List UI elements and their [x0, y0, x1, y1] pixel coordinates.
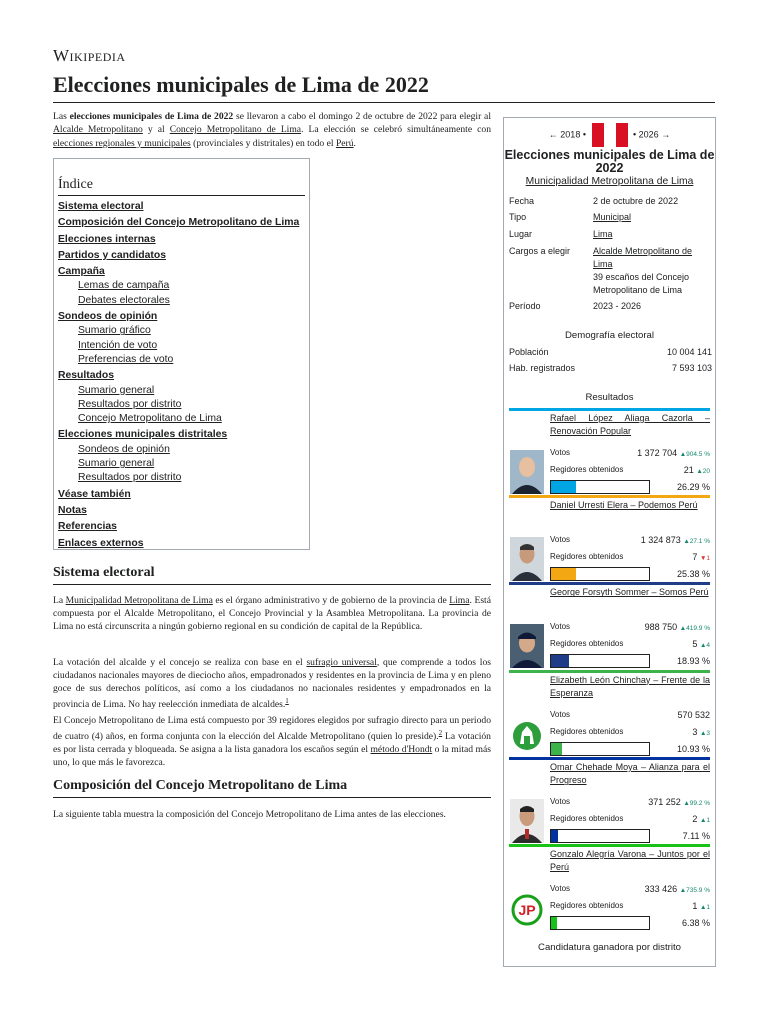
toc-title: Índice: [58, 177, 305, 196]
toc-item[interactable]: Véase también: [58, 488, 131, 500]
link-concejo-metropolitano[interactable]: Concejo Metropolitano de Lima: [169, 124, 302, 136]
election-infobox: ← 2018 • • 2026 → Elecciones municipales de Lima de 2022 Municipalidad Metropolitana de Lima Fecha 2 de octubre de 2022 Tipo Municipal Lugar Lima Cargos a elegir Alcalde Metropolitano de Lima 39 escaños del Concejo Metropolitano de Lima Período 2023 - 2026 Demografía electoral Población 10 004 141 Hab. registrados 7 593 103 Resultados Rafael López Aliaga Cazorla – Renovación Popular Votos 1 372 704 ▲904.5 % Regidores obtenidos 21 ▲20 26.29 % Daniel Urresti Elera – Podemos Perú Votos 1 324 873 ▲27.1 % Regidores obtenidos 7 ▼1 25.38 % George Forsyth Sommer – Somos Perú Votos 988 750 ▲419.9 % Regidores obtenidos 5 ▲4 18.93 % Elizabeth León Chinchay – Frente de la Esperanza Votos 570 532 Regidores obtenidos 3 ▲3 10.93 % Omar Chehade Moya – Alianza para el Progreso Votos 371 252 ▲99.2 % Regidores obtenidos 2 ▲1 7.11 % Gonzalo Alegría Varona – Juntos por el Perú JP Votos 333 426 ▲735.9 % Regidores obtenidos 1 ▲1 6.38 % Candidatura ganadora por distrito: [503, 117, 716, 967]
votes-value: 1 372 704 ▲904.5 %: [637, 448, 710, 458]
votes-label: Votos: [550, 622, 571, 632]
toc-item[interactable]: Resultados por distrito: [78, 472, 182, 484]
svg-text:JP: JP: [518, 902, 536, 918]
toc-item[interactable]: Sumario general: [78, 384, 155, 396]
toc-item[interactable]: Composición del Concejo Metropolitano de Lima: [58, 217, 300, 229]
percentage-value: 7.11 %: [682, 830, 710, 841]
party-color-bar: [509, 670, 710, 673]
votes-value: 988 750 ▲419.9 %: [644, 622, 710, 633]
toc-item[interactable]: Concejo Metropolitano de Lima: [78, 413, 222, 425]
toc-item[interactable]: Resultados por distrito: [78, 398, 182, 410]
next-election-link[interactable]: • 2026 →: [633, 129, 671, 140]
seats-value: 1 ▲1: [692, 901, 710, 911]
seats-change: ▲3: [699, 729, 710, 737]
votes-change: ▲99.2 %: [683, 799, 710, 807]
toc-item[interactable]: Sistema electoral: [58, 201, 144, 212]
section-heading-composicion: Composición del Concejo Metropolitano de Lima: [53, 778, 491, 798]
percentage-bar: [550, 829, 650, 843]
link-sufragio-universal[interactable]: sufragio universal: [306, 657, 377, 668]
table-of-contents: [53, 158, 310, 550]
toc-item[interactable]: Resultados: [58, 370, 115, 382]
percentage-bar-fill: [551, 743, 562, 755]
intro-paragraph: Las elecciones municipales de Lima de 2022 se llevaron a cabo el domingo 2 de octubre de 2022 para elegir al Alcalde Metropolitano y al Concejo Metropolitano de Lima. La elección se celebró simultáneamente con elecciones regionales y municipales (provinciales y distritales) en todo el Perú.: [53, 111, 492, 149]
party-color-bar: [509, 495, 710, 498]
votes-change: ▲419.9 %: [679, 625, 710, 633]
votes-change: ▲735.9 %: [679, 887, 710, 894]
votes-label: Votos: [550, 796, 571, 806]
percentage-bar: [550, 567, 650, 581]
page-title: Elecciones municipales de Lima de 2022: [53, 72, 715, 103]
percentage-value: 26.29 %: [676, 482, 710, 492]
seats-value: 2 ▲1: [692, 813, 710, 824]
link-alcalde[interactable]: Alcalde Metropolitano de Lima: [593, 246, 693, 269]
percentage-bar: [550, 916, 650, 930]
seats-label: Regidores obtenidos: [550, 639, 624, 649]
party-color-bar: [509, 757, 710, 760]
photo-lopez-aliaga-icon[interactable]: [510, 450, 544, 494]
election-navigation: [504, 123, 715, 147]
toc-item[interactable]: Intención de voto: [78, 339, 158, 351]
link-tipo-municipal[interactable]: Municipal: [593, 212, 632, 222]
infobox-title: Elecciones municipales de Lima de 2022: [504, 148, 715, 175]
footnote-1[interactable]: 1: [285, 697, 289, 705]
votes-change: ▲27.1 %: [683, 538, 710, 546]
link-alcalde-metropolitano[interactable]: Alcalde Metropolitano: [53, 124, 143, 136]
votes-change: ▲904.5 %: [679, 451, 710, 458]
percentage-bar: [550, 742, 650, 756]
votes-value: 1 324 873 ▲27.1 %: [640, 535, 710, 546]
link-lima[interactable]: Lima: [449, 595, 470, 606]
candidate-name-link[interactable]: George Forsyth Sommer – Somos Perú: [550, 587, 709, 598]
percentage-bar-fill: [551, 917, 557, 929]
percentage-bar-fill: [551, 830, 558, 842]
party-color-bar: [509, 408, 710, 411]
infobox-subtitle-link[interactable]: Municipalidad Metropolitana de Lima: [525, 176, 694, 187]
candidate-row: [504, 670, 715, 756]
percentage-value: 6.38 %: [681, 918, 710, 928]
seats-label: Regidores obtenidos: [550, 726, 624, 736]
toc-list: [58, 200, 305, 550]
seats-change: ▲20: [696, 468, 710, 475]
votes-value: 333 426 ▲735.9 %: [644, 884, 710, 894]
toc-item[interactable]: Campaña: [58, 266, 105, 278]
toc-item[interactable]: Elecciones internas: [58, 233, 156, 245]
seats-change: ▲1: [699, 816, 710, 824]
paragraph-composicion: La siguiente tabla muestra la composición del Concejo Metropolitano de Lima antes de las elecciones.: [53, 809, 446, 820]
percentage-value: 18.93 %: [676, 656, 710, 667]
percentage-bar: [550, 480, 650, 494]
seats-change: ▲1: [699, 904, 710, 911]
link-elecciones-regionales[interactable]: elecciones regionales y municipales: [53, 137, 191, 149]
candidate-row: [504, 495, 715, 581]
party-color-bar: [509, 582, 710, 585]
candidate-name-link[interactable]: Gonzalo Alegría Varona – Juntos por el Perú: [550, 849, 710, 873]
toc-item[interactable]: Sondeos de opinión: [58, 311, 158, 323]
toc-item[interactable]: Partidos y candidatos: [58, 249, 166, 261]
candidate-name-link[interactable]: Omar Chehade Moya – Alianza para el Progreso: [550, 761, 710, 786]
seats-value: 21 ▲20: [683, 465, 710, 475]
link-municipalidad[interactable]: Municipalidad Metropolitana de Lima: [65, 595, 213, 606]
link-metodo-dhondt[interactable]: método d'Hondt: [370, 744, 433, 756]
percentage-value: 10.93 %: [676, 743, 710, 754]
candidate-row: [504, 844, 715, 930]
prev-election-link[interactable]: ← 2018 •: [548, 129, 586, 140]
intro-bold: elecciones municipales de Lima de 2022: [69, 111, 234, 122]
wikipedia-logo[interactable]: Wikipedia: [53, 46, 126, 65]
votes-label: Votos: [550, 448, 571, 457]
party-color-bar: [509, 844, 710, 847]
seats-value: 3 ▲3: [692, 726, 710, 737]
row-cargos: Cargos a elegir Alcalde Metropolitano de Lima 39 escaños del Concejo Metropolitano de Lima: [509, 246, 693, 295]
percentage-bar-fill: [551, 655, 569, 667]
toc-item[interactable]: Notas: [58, 504, 87, 516]
percentage-bar-fill: [551, 568, 576, 580]
logo-frente-esperanza-icon[interactable]: [510, 712, 544, 756]
candidate-row: [504, 757, 715, 843]
seats-label: Regidores obtenidos: [550, 813, 624, 823]
seats-change: ▲4: [699, 642, 710, 650]
seats-value: 7 ▼1: [692, 552, 710, 563]
candidatura-ganadora-heading: Candidatura ganadora por distrito: [538, 942, 681, 953]
link-peru[interactable]: Perú: [335, 137, 354, 149]
link-lugar-lima[interactable]: Lima: [593, 229, 613, 239]
toc-item[interactable]: Sumario general: [78, 458, 155, 470]
votes-label: Votos: [550, 709, 571, 719]
candidate-name-link[interactable]: Elizabeth León Chinchay – Frente de la Esperanza: [550, 674, 710, 698]
paragraph-concejo: El Concejo Metropolitano de Lima está compuesto por 39 regidores elegidos por sufragio directo para un periodo de cuatro (4) años, en forma conjunta con la elección del Alcalde Metropolitano (quien lo preside).$^2$ La votación es por lista cerrada y bloqueada. Se asigna a la lista ganadora los escaños según el método d'Hondt o la mitad más uno, lo que más le favorezca.: [53, 715, 491, 769]
candidate-name-link[interactable]: Daniel Urresti Elera – Podemos Perú: [550, 500, 698, 511]
toc-item[interactable]: Sondeos de opinión: [78, 443, 170, 455]
section-heading-sistema-electoral: Sistema electoral: [53, 565, 491, 585]
paragraph-municipalidad: La Municipalidad Metropolitana de Lima es el órgano administrativo y de gobierno de la provincia de Lima. Está compuesta por el Alcalde Metropolitano, el Concejo Provincial y la Asamblea Metropolitana. La provincia de Lima no está circunscrita a ningún gobierno regional en su condición de capital de la República.: [53, 595, 491, 632]
percentage-value: 25.38 %: [676, 569, 710, 580]
candidate-row: [504, 582, 715, 668]
toc-item[interactable]: Debates electorales: [78, 294, 170, 306]
paragraph-votacion: La votación del alcalde y el concejo se realiza con base en el sufragio universal, que comprende a todos los ciudadanos nacionales mayores de dieciocho años, empadronados y residentes en la provincia de Lima y en pleno goce de sus derechos políticos, así como a los ciudadanos no nacionales residentes y empadronados en la provincia de Lima. No hay reelección inmediata de alcaldes.$^1$: [53, 657, 491, 711]
candidate-name-link[interactable]: Rafael López Aliaga Cazorla – Renovación Popular: [550, 413, 710, 437]
peru-flag-icon: [592, 123, 628, 147]
resultados-heading: Resultados: [585, 392, 634, 403]
seats-label: Regidores obtenidos: [550, 552, 624, 562]
percentage-bar: [550, 654, 650, 668]
seats-change: ▼1: [699, 555, 710, 563]
logo-juntos-peru-icon[interactable]: [510, 886, 544, 930]
percentage-bar-fill: [551, 481, 576, 493]
toc-item[interactable]: Referencias: [58, 521, 117, 533]
seats-label: Regidores obtenidos: [550, 901, 624, 910]
demografia-heading: Demografía electoral: [564, 330, 655, 341]
footnote-2[interactable]: 2: [438, 729, 443, 737]
toc-item[interactable]: Elecciones municipales distritales: [58, 429, 228, 441]
votes-label: Votos: [550, 535, 571, 545]
photo-forsyth-icon[interactable]: [510, 624, 544, 668]
toc-item[interactable]: Sumario gráfico: [78, 325, 151, 337]
photo-chehade-icon[interactable]: [510, 799, 544, 843]
toc-item[interactable]: Enlaces externos: [58, 537, 144, 549]
seats-label: Regidores obtenidos: [550, 465, 624, 474]
votes-label: Votos: [550, 884, 571, 893]
photo-urresti-icon[interactable]: [510, 537, 544, 581]
toc-item[interactable]: Preferencias de voto: [78, 353, 174, 365]
votes-value: 371 252 ▲99.2 %: [648, 796, 710, 807]
toc-item[interactable]: Lemas de campaña: [78, 280, 170, 292]
votes-value: 570 532: [677, 709, 710, 720]
seats-value: 5 ▲4: [692, 639, 710, 650]
candidate-row: [504, 408, 715, 494]
